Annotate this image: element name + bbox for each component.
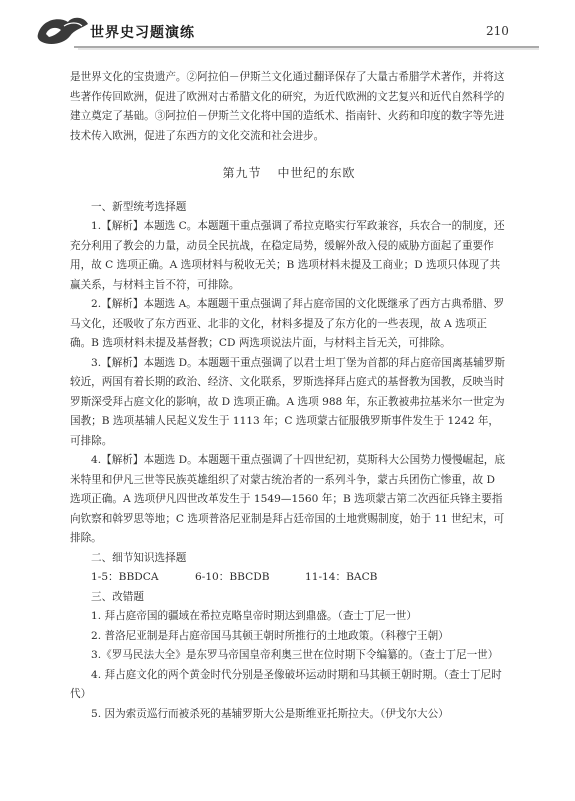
correction-item: 1. 拜占庭帝国的疆域在希拉克略皇帝时期达到鼎盛。（查士丁尼一世） [91,610,417,622]
intro-paragraph: 是世界文化的宝贵遗产。②阿拉伯－伊斯兰文化通过翻译保存了大量古希腊学术著作，并将这些著作传回欧洲，促进了欧洲对古希腊文化的研究，为近代欧洲的文艺复兴和近代自然科学的建立奠定了基础。③阿拉伯－伊斯兰文化将中国的造纸术、指南针、火药和印度的数字等先进技术传入欧洲，促进了东西方的文化交流和社会进步。 [70,71,505,142]
part1-heading: 一、新型统考选择题 [91,200,187,213]
answer-item: 4.【解析】本题选 D。本题题干重点强调了十四世纪初，莫斯科大公国势力慢慢崛起，底米特里和伊凡三世等民族英雄组织了对蒙古统治者的一系列斗争，蒙古兵团伤亡惨重，故 D 选项正确。A 选项伊凡四世改革发生于 1549—1560 年；B 选项蒙古第二次西征兵锋主要指向钦察和斡罗思等地；C 选项普洛尼亚制是拜占廷帝国的土地赏赐制度，始于 11 世纪末，可排除。 [70,454,505,544]
answer-item: 3.【解析】本题选 D。本题题干重点强调了以君士坦丁堡为首都的拜占庭帝国离基辅罗斯较近，两国有着长期的政治、经济、文化联系，罗斯选择拜占庭式的基督教为国教，反映当时罗斯深受拜占庭文化的影响，故 D 选项正确。A 选项 988 年，东正教被弗拉基米尔一世定为国教；B 选项基辅人民起义发生于 1113 年；C 选项蒙古征服俄罗斯事件发生于 1242 年，可排除。 [70,356,505,447]
page-number: 210 [486,24,509,38]
part2-heading: 二、细节知识选择题 [91,551,187,564]
answer-key-group: 6-10：BBCDB [195,571,270,583]
section-name: 中世纪的东欧 [277,166,356,180]
part3-heading: 三、改错题 [91,590,144,603]
page-content [70,68,508,724]
answer-item: 2.【解析】本题选 A。本题题干重点强调了拜占庭帝国的文化既继承了西方古典希腊、罗马文化，还吸收了东方西亚、北非的文化，材料多提及了东方化的一些表现，故 A 选项正确。B 选项材料未提及基督教；CD 两选项说法片面，与材料主旨无关，可排除。 [70,298,505,349]
answer-key-row [70,568,508,588]
correction-item: 3.《罗马民法大全》是东罗马帝国皇帝利奥三世在位时期下令编纂的。（查士丁尼一世） [91,649,499,661]
answer-item: 1.【解析】本题选 C。本题题干重点强调了希拉克略实行军政兼容，兵农合一的制度，还充分利用了教会的力量，动员全民抗战，在稳定局势，缓解外敌入侵的威胁方面起了重要作用，故 C 选项正确。A 选项材料与税收无关；B 选项材料未提及工商业；D 选项只体现了共赢关系，与材料主旨不符，可排除。 [70,220,505,291]
correction-item: 5. 因为索贡巡行而被杀死的基辅罗斯大公是斯维亚托斯拉夫。（伊戈尔大公） [91,707,449,720]
answer-key-group: 11-14：BACB [305,571,378,583]
cloud-ornament-icon [38,18,88,44]
page-header [34,14,539,52]
section-number: 第九节 [222,166,262,180]
correction-item: 4. 拜占庭文化的两个黄金时代分别是圣像破坏运动时期和马其顿王朝时期。（查士丁尼时代） [70,668,502,700]
answer-key-group: 1-5：BBDCA [91,571,159,583]
header-title: 世界史习题演练 [90,25,195,41]
section-title [70,164,508,184]
correction-item: 2. 普洛尼亚制是拜占庭帝国马其顿王朝时所推行的土地政策。（科穆宁王朝） [91,629,449,642]
